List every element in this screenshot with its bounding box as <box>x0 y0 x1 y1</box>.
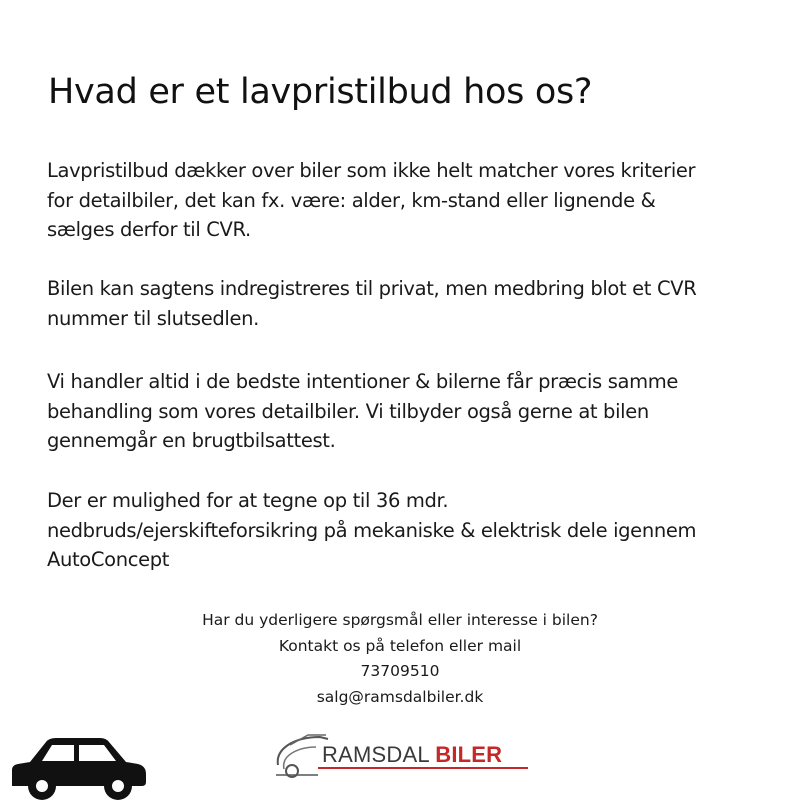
car-icon <box>8 732 150 800</box>
paragraph-registration <box>47 274 767 333</box>
paragraph-line: behandling som vores detailbiler. Vi tilbyder også gerne at bilen <box>47 399 649 423</box>
paragraph-treatment <box>47 367 767 456</box>
contact-question: Har du yderligere spørgsmål eller interesse i bilen? <box>202 611 598 629</box>
logo-underline <box>318 767 528 769</box>
paragraph-line: Der er mulighed for at tegne op til 36 mdr. <box>47 489 449 512</box>
contact-cta: Kontakt os på telefon eller mail <box>278 636 522 655</box>
paragraph-line: Vi handler altid i de bedste intentioner & bilerne får præcis samme <box>47 370 679 393</box>
paragraph-line: Lavpristilbud dækker over biler som ikke helt matcher vores kriterier <box>47 159 696 182</box>
paragraph-line: gennemgår en brugtbilsattest. <box>47 429 336 452</box>
paragraph-line: nummer til slutsedlen. <box>47 306 259 330</box>
paragraph-intro <box>47 156 767 245</box>
logo-wordmark <box>322 742 502 768</box>
paragraph-line: Bilen kan sagtens indregistreres til privat, men medbring blot et CVR <box>47 277 697 300</box>
contact-phone[interactable]: 73709510 <box>360 662 440 680</box>
paragraph-line: sælges derfor til CVR. <box>47 218 251 241</box>
paragraph-line: for detailbiler, det kan fx. være: alder, km-stand eller lignende & <box>47 188 656 212</box>
paragraph-line: AutoConcept <box>47 548 170 571</box>
paragraph-line: nedbruds/ejerskifteforsikring på mekaniske & elektrisk dele igennem <box>47 518 697 542</box>
logo-word-ramsdal: RAMSDAL <box>322 742 429 767</box>
contact-email[interactable]: salg@ramsdalbiler.dk <box>316 687 484 706</box>
logo-word-biler: BILER <box>435 742 503 767</box>
page-title: Hvad er et lavpristilbud hos os? <box>48 72 593 112</box>
paragraph-insurance <box>47 486 767 575</box>
contact-block <box>0 608 800 710</box>
